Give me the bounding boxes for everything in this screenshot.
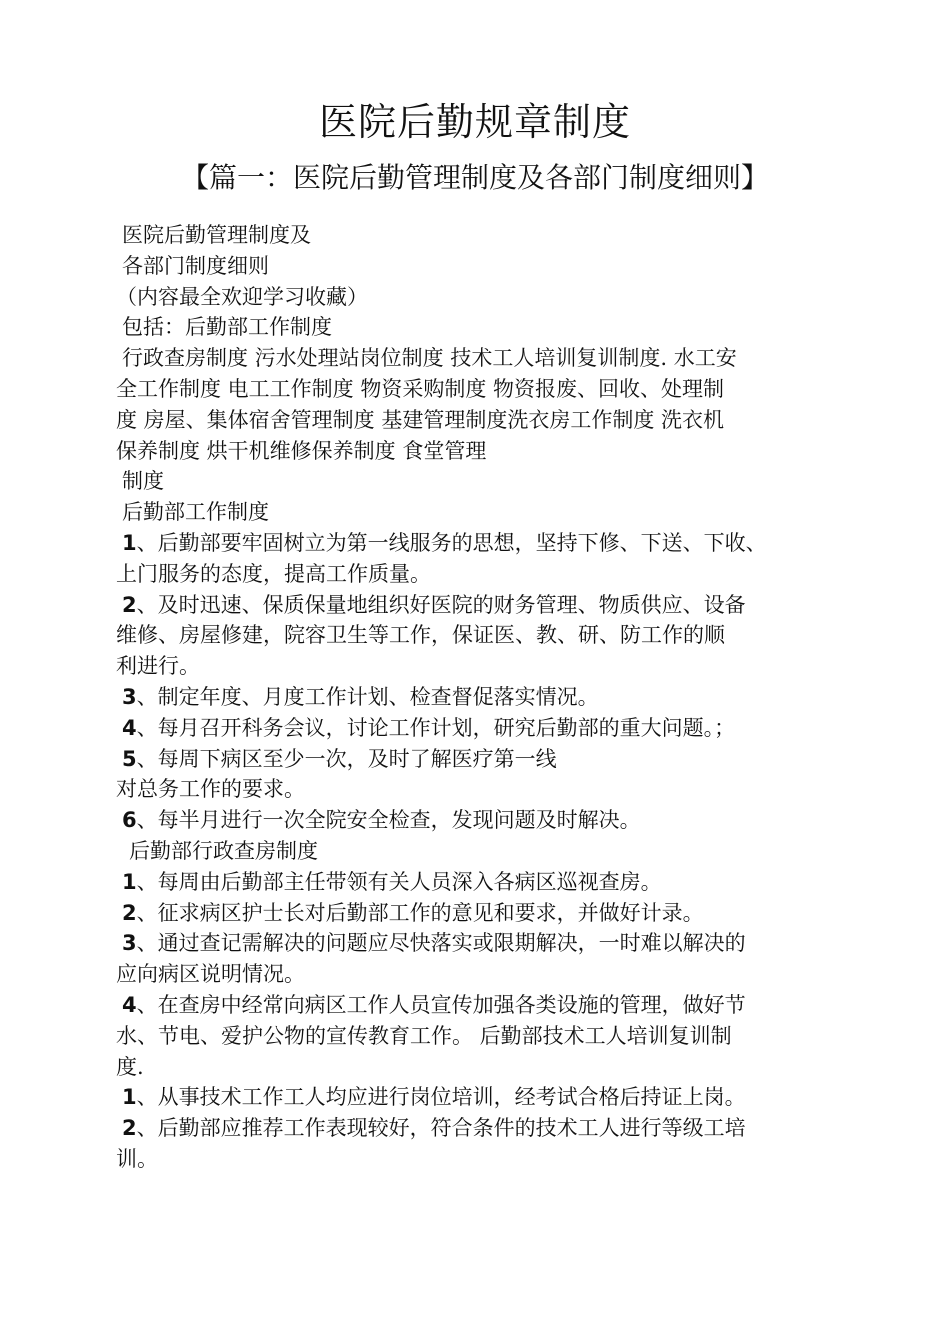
line-text: 、每半月进行一次全院安全检查，发现问题及时解决。 (136, 808, 641, 833)
text-line (116, 282, 846, 313)
line-text: 、及时迅速、保质保量地组织好医院的财务管理、物质供应、设备 (136, 592, 746, 617)
text-line (116, 497, 846, 528)
text-line (116, 959, 846, 990)
item-number: 2 (122, 1116, 137, 1141)
line-text: 、征求病区护士长对后勤部工作的意见和要求，并做好计录。 (136, 900, 704, 925)
line-text: 、后勤部要牢固树立为第一线服务的思想，坚持下修、下送、下收、 (136, 530, 767, 555)
line-text: 包括：后勤部工作制度 (122, 315, 332, 340)
text-line (116, 1082, 846, 1113)
text-line (116, 774, 846, 805)
document-subtitle: 【篇一：医院后勤管理制度及各部门制度细则】 (180, 161, 769, 194)
line-text: 保养制度 烘干机维修保养制度 食堂管理 (116, 438, 487, 463)
line-text: 度 房屋、集体宿舍管理制度 基建管理制度洗衣房工作制度 洗衣机 (116, 407, 725, 432)
text-line (116, 836, 846, 867)
text-line (116, 528, 846, 559)
text-line (116, 805, 846, 836)
text-line (116, 867, 846, 898)
line-text: 应向病区说明情况。 (116, 962, 305, 987)
line-text: 、后勤部应推荐工作表现较好，符合条件的技术工人进行等级工培 (136, 1116, 746, 1141)
text-line (116, 1021, 846, 1052)
line-text: 各部门制度细则 (122, 253, 269, 278)
text-line (116, 343, 846, 374)
line-text: 、从事技术工作工人均应进行岗位培训，经考试合格后持证上岗。 (136, 1085, 746, 1110)
text-line (116, 713, 846, 744)
item-number: 3 (122, 684, 137, 709)
line-text: 上门服务的态度，提高工作质量。 (116, 561, 431, 586)
text-line (116, 251, 846, 282)
text-line (116, 374, 846, 405)
line-text: 后勤部工作制度 (122, 500, 269, 525)
item-number: 2 (122, 592, 137, 617)
document-title: 医院后勤规章制度 (318, 100, 631, 144)
text-line (116, 559, 846, 590)
line-text: 、通过查记需解决的问题应尽快落实或限期解决，一时难以解决的 (136, 931, 746, 956)
line-text: 、每月召开科务会议，讨论工作计划，研究后勤部的重大问题。； (136, 715, 736, 740)
text-line (116, 682, 846, 713)
text-line (116, 590, 846, 621)
text-line (116, 1113, 846, 1144)
document-body (116, 220, 846, 1175)
text-line (116, 990, 846, 1021)
item-number: 2 (122, 900, 137, 925)
line-text: 医院后勤管理制度及 (122, 223, 311, 247)
line-text: 、制定年度、月度工作计划、检查督促落实情况。 (136, 684, 599, 709)
line-text: 水、节电、爱护公物的宣传教育工作。 后勤部技术工人培训复训制 (116, 1023, 732, 1048)
item-number: 1 (122, 530, 137, 555)
line-text: 、每周由后勤部主任带领有关人员深入各病区巡视查房。 (136, 869, 662, 894)
line-text: 维修、房屋修建，院容卫生等工作，保证医、教、研、防工作的顺 (116, 623, 725, 648)
line-text: 全工作制度 电工工作制度 物资采购制度 物资报废、回收、处理制 (116, 376, 725, 401)
text-line (116, 1144, 846, 1175)
text-line (116, 405, 846, 436)
text-line (116, 1052, 846, 1083)
text-line (116, 744, 846, 775)
line-text: 、在查房中经常向病区工作人员宣传加强各类设施的管理，做好节 (136, 992, 746, 1017)
text-line (116, 928, 846, 959)
line-text: 制度 (122, 469, 164, 494)
text-line (116, 466, 846, 497)
item-number: 4 (122, 715, 137, 740)
line-text: 行政查房制度 污水处理站岗位制度 技术工人培训复训制度. 水工安 (122, 346, 737, 371)
item-number: 3 (122, 931, 137, 956)
text-line (116, 312, 846, 343)
line-text: 、每周下病区至少一次，及时了解医疗第一线 (136, 746, 557, 771)
text-line (116, 898, 846, 929)
line-text: （内容最全欢迎学习收藏） (116, 284, 368, 309)
item-number: 4 (122, 992, 137, 1017)
text-line (116, 651, 846, 682)
line-text: 对总务工作的要求。 (116, 777, 305, 802)
text-line (116, 220, 846, 251)
line-text: 训。 (116, 1146, 158, 1171)
item-number: 1 (122, 869, 137, 894)
item-number: 6 (122, 808, 137, 833)
text-line (116, 620, 846, 651)
item-number: 1 (122, 1085, 137, 1110)
line-text: 度. (116, 1054, 144, 1079)
item-number: 5 (122, 746, 137, 771)
text-line (116, 436, 846, 467)
line-text: 利进行。 (116, 654, 200, 679)
line-text: 后勤部行政查房制度 (129, 838, 318, 863)
